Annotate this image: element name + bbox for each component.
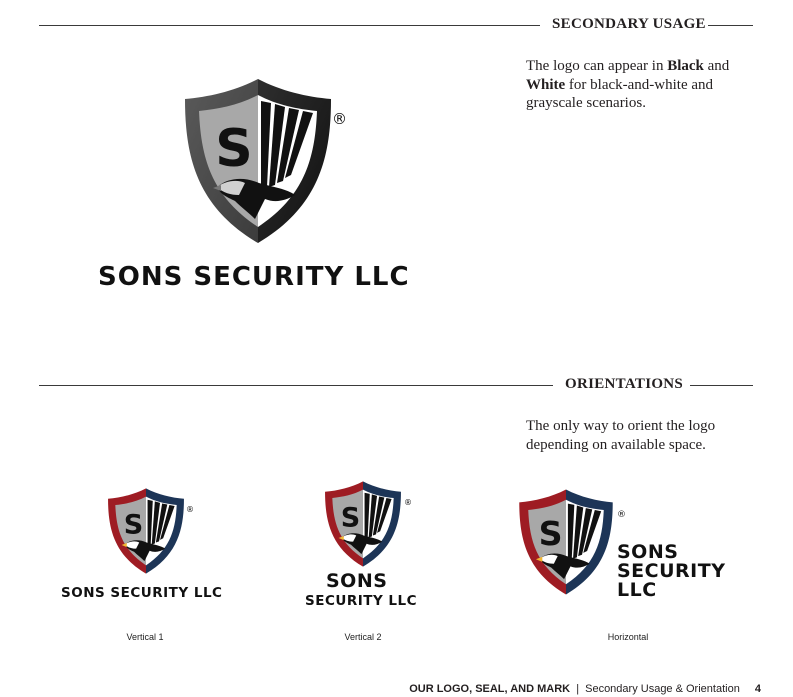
footer-subsection: Secondary Usage & Orientation — [585, 683, 740, 695]
registered-mark-v1: ® — [186, 505, 194, 514]
secondary-heading: SECONDARY USAGE — [552, 16, 706, 32]
page-number: 4 — [754, 683, 761, 695]
caption-vertical-1: Vertical 1 — [126, 632, 164, 642]
logo-wordmark-v2-line1: SONS — [326, 570, 388, 592]
logo-wordmark-h-line3: LLC — [617, 579, 657, 601]
logo-wordmark-h-line1: SONS — [617, 541, 679, 563]
white-word: White — [526, 76, 566, 93]
logo-wordmark-h-line2: SECURITY — [617, 560, 726, 582]
registered-mark-v2: ® — [404, 498, 412, 507]
svg-text:S: S — [340, 502, 361, 534]
logo-wordmark-v1: SONS SECURITY LLC — [61, 585, 223, 601]
footer-separator: | — [576, 683, 580, 695]
logo-wordmark-large: SONS SECURITY LLC — [98, 262, 410, 292]
svg-text:S: S — [538, 514, 563, 554]
caption-horizontal: Horizontal — [607, 632, 649, 642]
footer-section: OUR LOGO, SEAL, AND MARK — [409, 683, 571, 695]
svg-text:S: S — [123, 509, 144, 541]
secondary-text: The logo can appear in Black and White for black-and-white and grayscale scenarios. — [526, 58, 730, 111]
shield-logo-grayscale — [183, 77, 333, 245]
caption-vertical-2: Vertical 2 — [344, 632, 382, 642]
registered-mark-large: ® — [332, 110, 347, 128]
logo-wordmark-v2-line2: SECURITY LLC — [305, 593, 418, 609]
orientations-rule-left — [39, 385, 553, 386]
shield-logo-vertical-2 — [324, 480, 402, 568]
orientations-heading: ORIENTATIONS — [565, 376, 684, 392]
page-footer — [409, 683, 761, 695]
registered-mark-h: ® — [617, 510, 626, 520]
shield-logo-horizontal — [518, 487, 614, 597]
secondary-rule-right — [708, 25, 753, 26]
orientations-rule-right — [690, 385, 753, 386]
secondary-rule-left — [39, 25, 540, 26]
black-word: Black — [667, 58, 704, 74]
svg-text:S: S — [215, 119, 253, 179]
shield-logo-vertical-1 — [107, 487, 185, 575]
orientations-text: The only way to orient the logo depending on available space. — [526, 418, 716, 453]
